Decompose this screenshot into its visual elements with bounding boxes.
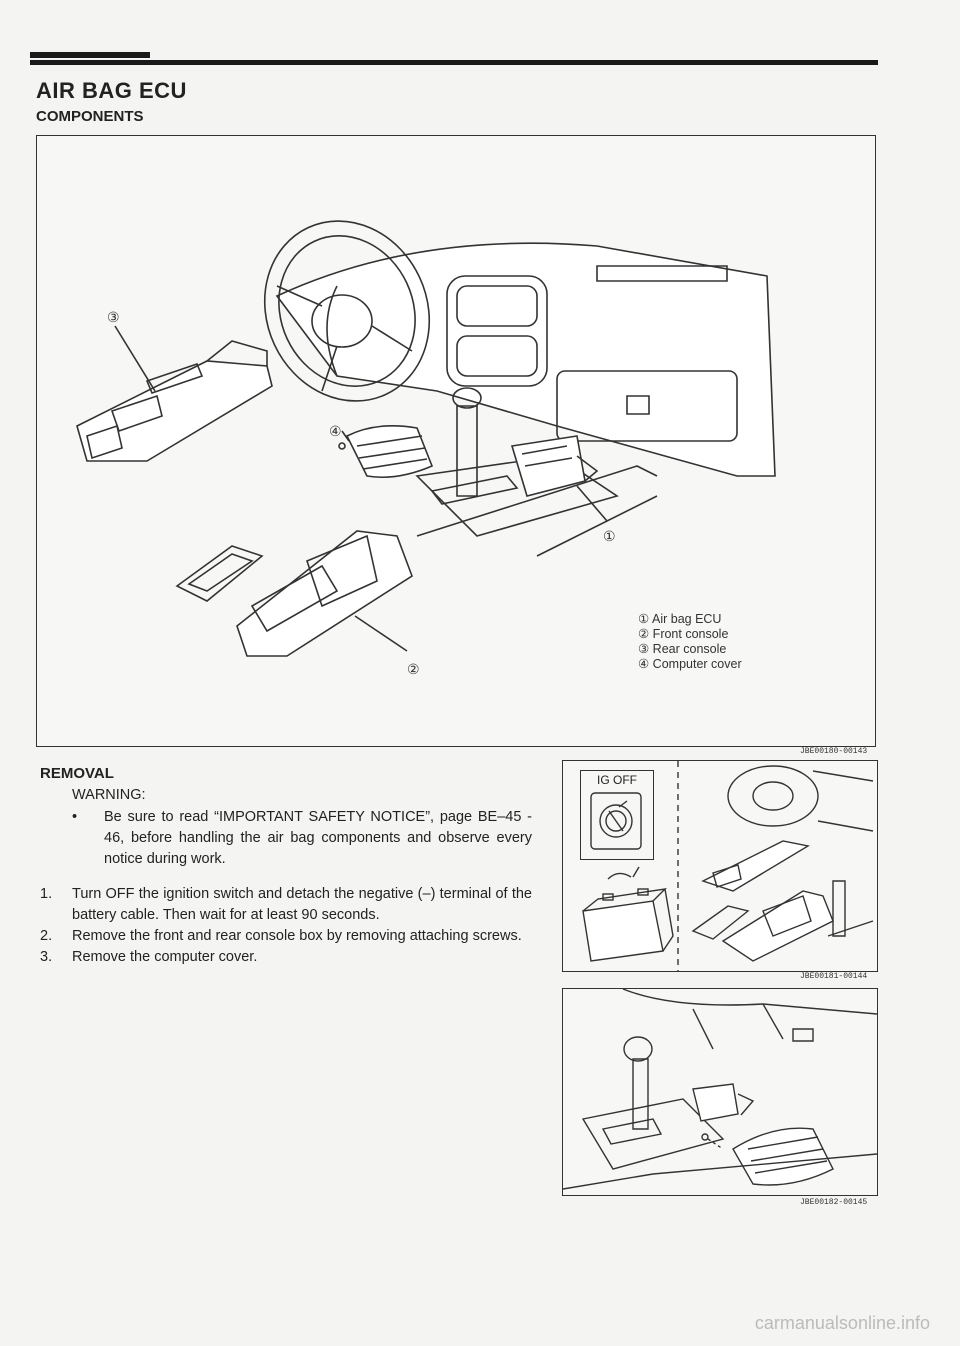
ig-off-label: IG OFF xyxy=(597,773,637,787)
step-item xyxy=(40,947,532,968)
callout-1: ① xyxy=(603,528,616,544)
figure2-code: JBE00181-00144 xyxy=(800,972,868,981)
step-text: Turn OFF the ignition switch and detach the negative (–) terminal of the battery cable. Then wait for at least 90 seconds. xyxy=(72,886,532,923)
legend-item: ③ Rear console xyxy=(638,642,727,656)
legend-item: ④ Computer cover xyxy=(638,657,742,671)
dashboard-illustration xyxy=(37,136,875,746)
ignition-key-icon xyxy=(581,789,653,859)
watermark: carmanualsonline.info xyxy=(754,1313,930,1333)
figure-legend xyxy=(638,612,742,672)
callout-2: ② xyxy=(407,661,420,677)
warning-text: Be sure to read “IMPORTANT SAFETY NOTICE”, page BE–45 - 46, before handling the air bag components and observe every notice during work. xyxy=(104,809,532,867)
legend-item: ② Front console xyxy=(638,627,729,641)
warning-label: WARNING: xyxy=(72,787,146,803)
ecu-cover-illustration xyxy=(563,989,877,1195)
step-item xyxy=(40,884,532,926)
step-item xyxy=(40,926,532,947)
main-figure-code: JBE00180-00143 xyxy=(800,747,868,756)
figure3-code: JBE00182-00145 xyxy=(800,1198,868,1207)
removal-steps xyxy=(40,884,532,968)
step-text: Remove the computer cover. xyxy=(72,949,258,965)
warning-bullet xyxy=(72,807,532,870)
bullet-dot: • xyxy=(72,809,78,825)
callout-3: ③ xyxy=(107,309,120,325)
removal-figure-2 xyxy=(562,988,878,1196)
step-number: 3. xyxy=(40,949,53,965)
legend-item: ① Air bag ECU xyxy=(638,612,722,626)
components-figure xyxy=(36,135,876,747)
callout-4: ④ xyxy=(329,423,342,439)
step-text: Remove the front and rear console box by removing attaching screws. xyxy=(72,928,522,944)
step-number: 1. xyxy=(40,886,53,902)
ig-off-inset xyxy=(580,770,654,860)
removal-heading: REMOVAL xyxy=(40,765,114,782)
header-rule-short xyxy=(30,52,150,58)
step-number: 2. xyxy=(40,928,53,944)
header-rule xyxy=(30,60,878,65)
section-subtitle: COMPONENTS xyxy=(36,108,144,125)
page-title: AIR BAG ECU xyxy=(36,78,187,103)
